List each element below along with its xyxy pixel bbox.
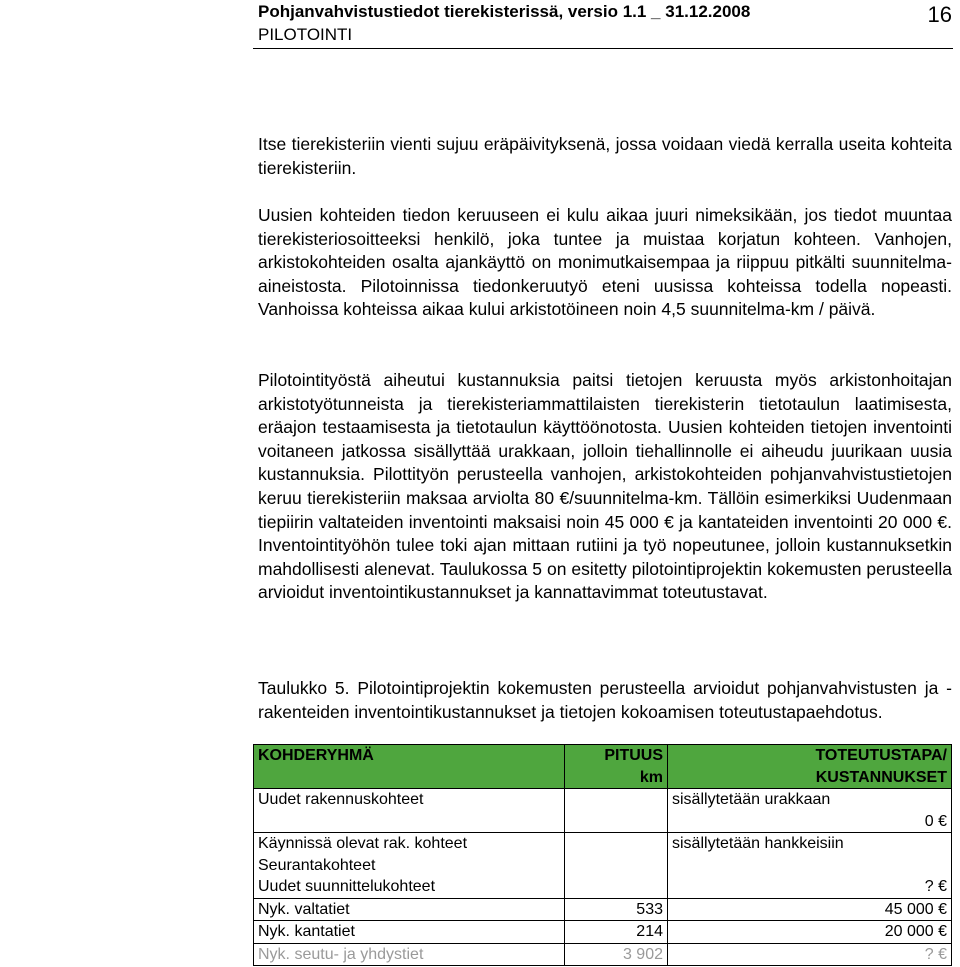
table-row [254, 789, 952, 833]
row-group [254, 833, 565, 899]
header-group-label: KOHDERYHMÄ [258, 747, 374, 764]
row-length-value: 533 [636, 900, 663, 918]
row-length [565, 898, 668, 921]
row-cost: 0 € [924, 812, 947, 830]
header-length-label: PITUUS [604, 747, 663, 764]
page-number: 16 [927, 2, 952, 27]
header-group [254, 745, 565, 789]
document-title: Pohjanvahvistustiedot tierekisterissä, versio 1.1 _ 31.12.2008 [258, 2, 751, 21]
row-group [254, 943, 565, 966]
row-method-text: sisällytetään hankkeisiin [672, 835, 844, 852]
row-method [668, 789, 952, 833]
paragraph-1: Itse tierekisteriin vienti sujuu eräpäivityksenä, jossa voidaan viedä kerralla useita kohteita tierekisteriin. [258, 134, 952, 178]
header-cost-label: KUSTANNUKSET [815, 768, 947, 786]
row-group-label: Nyk. kantatiet [258, 923, 355, 940]
row-group-label: Uudet rakennuskohteet [258, 791, 424, 808]
header-method-label: TOTEUTUSTAPA/ [815, 747, 947, 764]
row-group [254, 789, 565, 833]
cost-table [253, 744, 952, 966]
row-group-label: Nyk. valtatiet [258, 900, 350, 918]
row-length [565, 943, 668, 966]
header-divider [253, 48, 953, 49]
row-group-label: Uudet suunnittelukohteet [258, 878, 436, 895]
row-group [254, 921, 565, 944]
section-title: PILOTOINTI [258, 25, 353, 44]
row-cost [668, 921, 952, 944]
row-group-label: Seurantakohteet [258, 856, 376, 874]
row-cost-value: 20 000 € [884, 923, 947, 940]
header-length [565, 745, 668, 789]
row-cost: ? € [924, 878, 947, 895]
row-cost [668, 898, 952, 921]
row-cost-value: 45 000 € [884, 900, 947, 918]
page-header [258, 2, 952, 45]
table-row [254, 898, 952, 921]
paragraph-2: Uusien kohteiden tiedon keruuseen ei kulu aikaa juuri nimeksikään, jos tiedot muuntaa tierekisteriosoitteeksi henkilö, joka tuntee ja muistaa korjatun kohteen. Vanhojen, arkistokohteiden osalta ajankäyttö on monimutkaisempaa ja riippuu pitkälti suunnitelma-aineistosta. Pilotoinnissa tiedonkeruutyö eteni uusissa kohteissa todella nopeasti. Vanhoissa kohteissa aikaa kului arkistotöineen noin 4,5 suunnitelma-km / päivä. [258, 205, 952, 320]
row-cost [668, 943, 952, 966]
row-group-label: Nyk. seutu- ja yhdystiet [258, 945, 424, 963]
row-length [565, 833, 668, 899]
row-length [565, 921, 668, 944]
header-length-unit: km [639, 768, 663, 786]
table-row [254, 921, 952, 944]
row-group [254, 898, 565, 921]
header-method [668, 745, 952, 789]
table-row [254, 833, 952, 899]
row-length-value: 3 902 [622, 945, 663, 963]
row-length-value: 214 [636, 923, 663, 940]
row-length [565, 789, 668, 833]
row-group-label: Käynnissä olevat rak. kohteet [258, 835, 468, 852]
row-cost-value: ? € [924, 945, 947, 963]
row-method [668, 833, 952, 899]
row-method-text: sisällytetään urakkaan [672, 791, 831, 808]
table-header-row [254, 745, 952, 789]
paragraph-3: Pilotointityöstä aiheutui kustannuksia paitsi tietojen keruusta myös arkistonhoitajan arkistotyötunneista ja tierekisteriammattilaisten tierekisterin tietotaulun laatimisesta, eräajon testaamisesta ja tietotaulun käyttöönotosta. Uusien kohteiden tietojen inventointi voitaneen jatkossa sisällyttää urakkaan, jolloin tiehallinnolle ei aiheudu juurikaan uusia kustannuksia. Pilottityön perusteella vanhojen, arkistokohteiden pohjanvahvistustietojen keruu tierekisteriin maksaa arviolta 80 €/suunnitelma-km. Tällöin esimerkiksi Uudenmaan tiepiirin valtateiden inventointi maksaisi noin 45 000 € ja kantateiden inventointi 20 000 €. Inventointityöhön tulee toki ajan mittaan rutiini ja työ nopeutunee, jolloin kustannuksetkin mahdollisesti alenevat. Taulukossa 5 on esitetty pilotointiprojektin kokemusten perusteella arvioidut inventointikustannukset ja kannattavimmat toteutustavat. [258, 370, 952, 603]
table-caption: Taulukko 5. Pilotointiprojektin kokemusten perusteella arvioidut pohjanvahvistusten ja -rakenteiden inventointikustannukset ja tietojen kokoamisen toteutustapaehdotus. [258, 678, 952, 722]
table-row [254, 943, 952, 966]
